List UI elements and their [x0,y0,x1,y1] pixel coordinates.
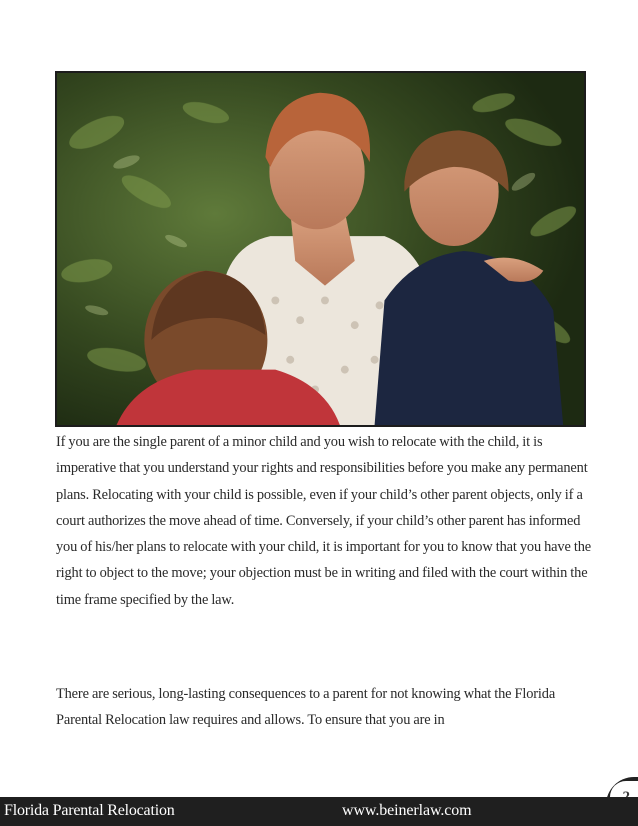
body-paragraph-1: If you are the single parent of a minor child and you wish to relocate with the child, it is imperative that you understand your rights and responsibilities before you make any permanent plans. Relocating with your child is possible, even if your child’s other parent objects, only if a court authorizes the move ahead of time. Conversely, if your child’s other parent has informed you of his/her plans to relocate with your child, it is important for you to know that you have the right to object to the move; your objection must be in writing and filed with the court within the time frame specified by the law. [56,434,591,608]
footer-title: Florida Parental Relocation [4,802,175,819]
photo-illustration [57,73,584,425]
cover-photo [55,71,586,427]
footer-url-link[interactable]: www.beinerlaw.com [342,802,472,819]
body-paragraph-2: There are serious, long-lasting consequences to a parent for not knowing what the Florida Parental Relocation law requires and allows. To ensure that you are in [56,686,556,729]
footer-bar [0,797,638,826]
